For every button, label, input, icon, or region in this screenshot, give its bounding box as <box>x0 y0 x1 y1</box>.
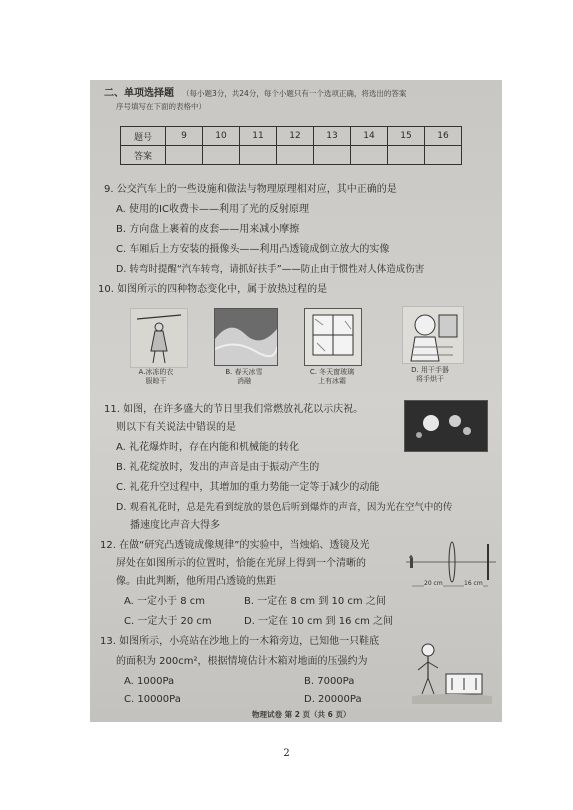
table-number: 14 <box>351 127 388 146</box>
convex-lens-setup-icon <box>404 534 498 590</box>
q9-stem: 9. 公交汽车上的一些设施和做法与物理原理相对应，其中正确的是 <box>104 184 397 195</box>
q9-option-d: D. 转弯时提醒“汽车转弯，请抓好扶手”——防止由于惯性对人体造成伤害 <box>116 264 425 275</box>
table-number: 10 <box>203 127 240 146</box>
answer-cell <box>314 146 351 165</box>
q12-stem: 12. 在做“研究凸透镜成像规律”的实验中，当烛焰、透镜及光 <box>100 540 370 551</box>
q13-option-b: B. 7000Pa <box>304 676 355 687</box>
table-header-label: 题号 <box>121 127 166 146</box>
q11-stem: 11. 如图，在许多盛大的节日里我们常燃放礼花以示庆祝。 <box>104 404 364 415</box>
q9-option-a: A. 使用的IC收费卡——利用了光的反射原理 <box>116 204 309 215</box>
answer-cell <box>203 146 240 165</box>
hand-dryer-icon <box>403 307 463 363</box>
q12-option-a: A. 一定小于 8 cm <box>124 596 205 607</box>
q10-figure-c <box>304 308 362 366</box>
q11-option-c: C. 礼花升空过程中，其增加的重力势能一定等于减少的动能 <box>116 482 380 493</box>
q13-stem-2: 的面积为 200cm²，根据情境估计木箱对地面的压强约为 <box>116 656 368 667</box>
q12-distance-2: 16 cm <box>464 580 483 587</box>
table-number: 16 <box>425 127 462 146</box>
section-instruction-1: （每小题3分，共24分，每个小题只有一个选项正确，将选出的答案 <box>182 89 407 98</box>
q12-stem-3: 像。由此判断，他所用凸透镜的焦距 <box>116 576 276 587</box>
answer-cell <box>166 146 203 165</box>
q13-stem: 13. 如图所示，小亮站在沙地上的一木箱旁边，已知他一只鞋底 <box>100 636 380 647</box>
q11-option-a: A. 礼花爆炸时，存在内能和机械能的转化 <box>116 442 300 453</box>
boy-and-wooden-box-icon <box>412 640 492 704</box>
q10-caption-b: B. 春天冰雪 消融 <box>225 368 263 385</box>
table-number: 9 <box>166 127 203 146</box>
section-title: 二、单项选择题 <box>104 88 174 99</box>
q11-option-d-cont: 播速度比声音大得多 <box>130 520 220 531</box>
scanned-exam-page <box>90 80 502 722</box>
q12-option-d: D. 一定在 10 cm 到 16 cm 之间 <box>244 616 394 627</box>
q11-fireworks-photo <box>404 400 488 452</box>
q12-distance-1: 20 cm <box>424 580 443 587</box>
fireworks-icon <box>405 401 487 451</box>
q13-option-c: C. 10000Pa <box>124 694 181 705</box>
answer-table-answer-row <box>121 146 462 165</box>
answer-cell <box>240 146 277 165</box>
q12-lens-figure <box>404 534 498 590</box>
table-number: 11 <box>240 127 277 146</box>
q10-caption-d: D. 用干手器 将手烘干 <box>411 366 449 383</box>
q10-caption-c: C. 冬天窗玻璃 上有冰霜 <box>309 368 355 385</box>
q12-option-b: B. 一定在 8 cm 到 10 cm 之间 <box>244 596 386 607</box>
frosted-window-icon <box>305 309 361 365</box>
page-footer: 物理试卷 第 2 页（共 6 页） <box>252 710 351 719</box>
q13-figure <box>412 640 492 704</box>
answer-table <box>120 126 462 165</box>
page-number: 2 <box>283 748 290 759</box>
q13-option-d: D. 20000Pa <box>304 694 362 705</box>
q10-figure-a <box>130 308 188 368</box>
answer-cell <box>425 146 462 165</box>
table-answer-label: 答案 <box>121 146 166 165</box>
q13-option-a: A. 1000Pa <box>124 676 175 687</box>
q9-option-c: C. 车厢后上方安装的摄像头——利用凸透镜成倒立放大的实像 <box>116 244 390 255</box>
q9-option-b: B. 方向盘上裹着的皮套——用来减小摩擦 <box>116 224 300 235</box>
table-number: 13 <box>314 127 351 146</box>
melting-snow-icon <box>215 309 277 365</box>
table-number: 15 <box>388 127 425 146</box>
q11-option-b: B. 礼花绽放时，发出的声音是由于振动产生的 <box>116 462 320 473</box>
q10-stem: 10. 如图所示的四种物态变化中，属于放热过程的是 <box>98 284 328 295</box>
q12-stem-2: 屏处在如图所示的位置时，恰能在光屏上得到一个清晰的 <box>116 558 366 569</box>
answer-cell <box>277 146 314 165</box>
answer-cell <box>388 146 425 165</box>
q10-caption-a: A.冰冻的衣 服晾干 <box>138 368 174 385</box>
section-instruction-2: 序号填写在下面的表格中） <box>116 102 206 111</box>
q11-option-d: D. 观看礼花时，总是先看到绽放的景色后听到爆炸的声音，因为光在空气中的传 <box>116 502 453 513</box>
q12-option-c: C. 一定大于 20 cm <box>124 616 212 627</box>
q11-stem-2: 则以下有关说法中错误的是 <box>116 422 236 433</box>
q10-figure-b <box>214 308 278 366</box>
answer-cell <box>351 146 388 165</box>
answer-table-header-row <box>121 127 462 146</box>
clothes-drying-icon <box>131 309 187 367</box>
q10-figure-d <box>402 306 464 364</box>
table-number: 12 <box>277 127 314 146</box>
